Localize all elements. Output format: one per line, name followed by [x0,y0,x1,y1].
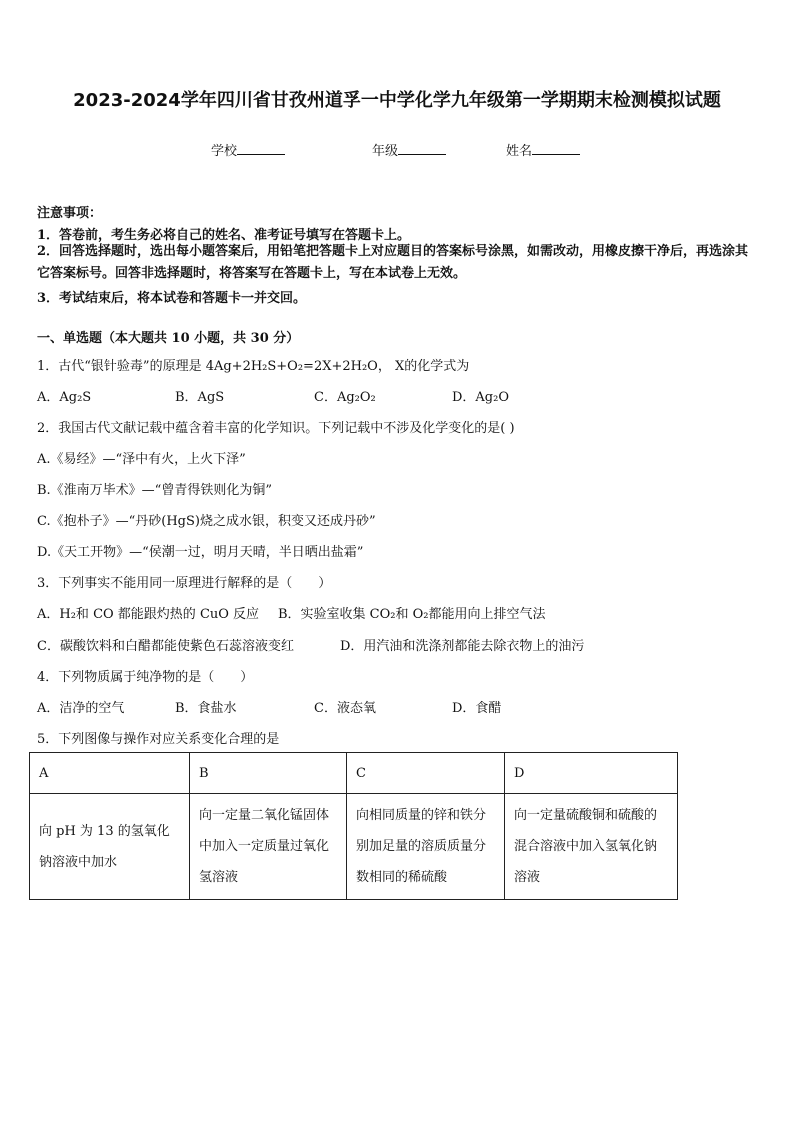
school-field [211,140,285,159]
school-label: 学校 [211,144,238,159]
grade-blank [398,142,446,155]
notice-item: 2．回答选择题时，选出每小题答案后，用铅笔把答题卡上对应题目的答案标号涂黑，如需改动，用橡皮擦干净后，再选涂其它答案标号。回答非选择题时，将答案写在答题卡上，写在本试卷上无效。 [37,244,749,281]
table-header-cell: A [30,753,190,794]
q4-option-d: D．食醋 [452,701,502,716]
q1-option-a: A．Ag₂S [37,390,92,405]
table-cell: 向一定量硫酸铜和硫酸的混合溶液中加入氢氧化钠溶液 [505,794,678,900]
q2-option-b: B.《淮南万毕术》—“曾青得铁则化为铜” [37,483,272,498]
question-3-stem: 3．下列事实不能用同一原理进行解释的是（ ） [37,576,332,591]
q2-option-a: A.《易经》—“泽中有火，上火下泽” [37,452,246,467]
table-header-cell: D [505,753,678,794]
table-header-cell: C [347,753,505,794]
section-heading: 一、单选题（本大题共 10 小题，共 30 分） [37,331,300,346]
q4-option-a: A．洁净的空气 [37,701,125,716]
table-cell: 向 pH 为 13 的氢氧化钠溶液中加水 [30,794,190,900]
table-cell: 向相同质量的锌和铁分别加足量的溶质质量分数相同的稀硫酸 [347,794,505,900]
question-2-stem: 2．我国古代文献记载中蕴含着丰富的化学知识。下列记载中不涉及化学变化的是( ) [37,421,515,436]
q1-option-d: D．Ag₂O [452,390,510,405]
notice-item: 3．考试结束后，将本试卷和答题卡一并交回。 [37,291,307,306]
name-label: 姓名 [506,144,533,159]
name-blank [532,142,580,155]
q3-option-c: C．碳酸饮料和白醋都能使紫色石蕊溶液变红 [37,639,294,654]
question-4-stem: 4．下列物质属于纯净物的是（ ） [37,670,254,685]
table-header-row [30,753,678,794]
table-header-cell: B [190,753,347,794]
q4-option-c: C．液态氧 [314,701,376,716]
q3-option-a: A．H₂和 CO 都能跟灼热的 CuO 反应 [37,607,260,622]
q1-option-c: C．Ag₂O₂ [314,390,376,405]
q5-options-table [29,752,678,900]
q2-option-c: C.《抱朴子》—“丹砂(HgS)烧之成水银，积变又还成丹砂” [37,514,376,529]
q4-option-b: B．食盐水 [175,701,237,716]
q2-option-d: D.《天工开物》—“侯潮一过，明月天晴，半日晒出盐霜” [37,545,364,560]
question-1-stem: 1．古代“银针验毒”的原理是 4Ag+2H₂S+O₂=2X+2H₂O， X的化学式为 [37,359,470,374]
grade-field [372,140,446,159]
question-5-stem: 5．下列图像与操作对应关系变化合理的是 [37,732,280,747]
q3-option-d: D．用汽油和洗涤剂都能去除衣物上的油污 [340,639,585,654]
q3-option-b: B．实验室收集 CO₂和 O₂都能用向上排空气法 [278,607,546,622]
school-blank [237,142,285,155]
table-row [30,794,678,900]
notice-heading: 注意事项： [37,206,103,221]
name-field [506,140,580,159]
grade-label: 年级 [372,144,399,159]
notice-item: 1．答卷前，考生务必将自己的姓名、准考证号填写在答题卡上。 [37,228,411,243]
page-title: 2023-2024学年四川省甘孜州道孚一中学化学九年级第一学期期末检测模拟试题 [73,90,721,111]
q1-option-b: B．AgS [175,390,225,405]
table-cell: 向一定量二氧化锰固体中加入一定质量过氧化氢溶液 [190,794,347,900]
